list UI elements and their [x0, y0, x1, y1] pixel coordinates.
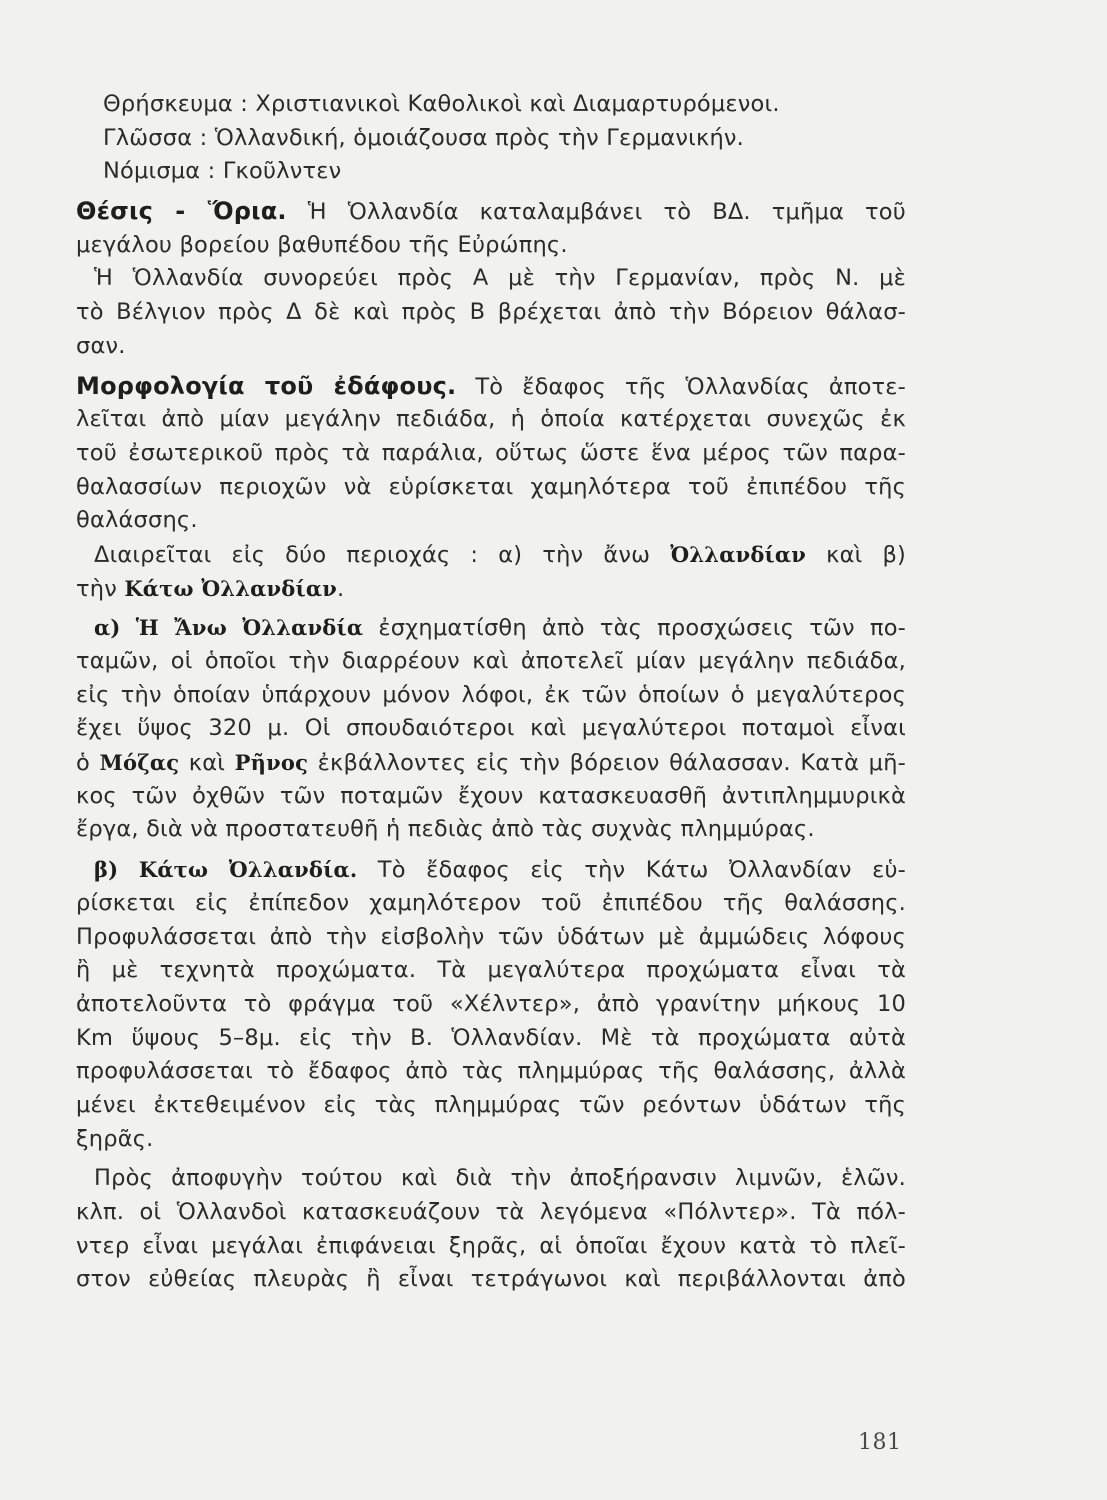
- division-text: .: [336, 575, 345, 602]
- position-line: τὸ Βέλγιον πρὸς Δ δὲ καὶ πρὸς Β βρέχεται ἀπὸ τὴν Βόρειον θάλασ-: [76, 299, 906, 326]
- lower-line: ξηρᾶς.: [76, 1125, 154, 1152]
- morphology-line: θαλάσσης.: [76, 507, 198, 534]
- polders-line: Πρὸς ἀποφυγὴν τούτου καὶ διὰ τὴν ἀποξήρανσιν λιμνῶν, ἑλῶν.: [94, 1165, 906, 1192]
- upper-line: ταμῶν, οἱ ὁποῖοι τὴν διαρρέουν καὶ ἀποτελεῖ μίαν μεγάλην πεδιάδα,: [76, 648, 906, 674]
- division-text: καὶ β): [826, 541, 907, 568]
- position-line: σαν.: [76, 332, 126, 359]
- upper-line: κος τῶν ὀχθῶν τῶν ποταμῶν ἔχουν κατασκευασθῆ ἀντιπλημμυρικὰ: [76, 782, 906, 809]
- upper-holland-term: Ὀλλανδίαν: [670, 541, 807, 567]
- upper-line: ἔργα, διὰ νὰ προστατευθῆ ἡ πεδιὰς ἀπὸ τὰς συχνὰς πλημμύρας.: [76, 816, 815, 843]
- division-line: [76, 538, 906, 572]
- upper-text: καὶ: [188, 750, 226, 777]
- lower-line: μένει ἐκτεθειμένον εἰς τὰς πλημμύρας τῶν ρεόντων ὑδάτων τῆς: [76, 1091, 906, 1118]
- morphology-line: τοῦ ἐσωτερικοῦ πρὸς τὰ παράλια, οὕτως ὥστε ἕνα μέρος τῶν παρα-: [76, 439, 906, 466]
- upper-line: εἰς τὴν ὁποίαν ὑπάρχουν μόνον λόφοι, ἐκ τῶν ὁποίων ὁ μεγαλύτερος: [76, 681, 906, 708]
- position-line: Ἡ Ὁλλανδία καταλαμβάνει τὸ ΒΔ. τμῆμα τοῦ: [307, 199, 906, 226]
- morphology-first-line: [76, 370, 906, 404]
- book-page: [76, 88, 906, 1297]
- upper-first-line: [76, 611, 906, 645]
- morphology-line: Τὸ ἔδαφος τῆς Ὁλλανδίας ἀποτε-: [475, 373, 906, 400]
- lower-line: ἀποτελοῦντα τὸ φράγμα τοῦ «Χέλντερ», ἀπὸ γρανίτην μήκους 10: [76, 990, 906, 1017]
- river-meuse: Μόζας: [99, 750, 180, 776]
- polders-line: ντερ εἶναι μεγάλαι ἐπιφάνειαι ξηρᾶς, αἱ ὁποῖαι ἔχουν κατὰ τὸ πλεῖ-: [76, 1232, 906, 1259]
- fact-religion: Θρήσκευμα : Χριστιανικοὶ Καθολικοὶ καὶ Διαμαρτυρόμενοι.: [103, 91, 780, 117]
- lower-line: Km ὕψους 5–8μ. εἰς τὴν Β. Ὁλλανδίαν. Μὲ τὰ προχώματα αὐτὰ: [76, 1024, 906, 1051]
- lower-heading: β) Κάτω Ὀλλανδία.: [94, 857, 358, 883]
- polders-line: στον εὐθείας πλευρὰς ἢ εἶναι τετράγωνοι καὶ περιβάλλονται ἀπὸ: [76, 1266, 906, 1293]
- morphology-line: θαλασσίων περιοχῶν νὰ εὑρίσκεται χαμηλότερα τοῦ ἐπιπέδου τῆς: [76, 473, 906, 500]
- upper-heading: α) Ἡ Ἄνω Ὀλλανδία: [94, 615, 364, 641]
- lower-holland-term: Κάτω Ὀλλανδίαν: [124, 575, 337, 601]
- division-text: τὴν: [76, 575, 117, 602]
- position-line: Ἡ Ὁλλανδία συνορεύει πρὸς Α μὲ τὴν Γερμανίαν, πρὸς Ν. μὲ: [94, 265, 906, 292]
- upper-text: ὁ: [76, 750, 90, 777]
- river-rhine: Ρῆνος: [234, 750, 309, 776]
- polders-line: κλπ. οἱ Ὁλλανδοὶ κατασκευάζουν τὰ λεγόμενα «Πόλντερ». Τὰ πόλ-: [76, 1199, 906, 1225]
- upper-rivers-line: [76, 746, 906, 780]
- fact-currency: Νόμισμα : Γκοῦλντεν: [103, 158, 342, 185]
- lower-first-line: [76, 853, 906, 887]
- lower-line: ἢ μὲ τεχνητὰ προχώματα. Τὰ μεγαλύτερα προχώματα εἶναι τὰ: [76, 957, 906, 984]
- morphology-line: λεῖται ἀπὸ μίαν μεγάλην πεδιάδα, ἡ ὁποία κατέρχεται συνεχῶς ἐκ: [76, 406, 906, 433]
- upper-line: ἐσχηματίσθη ἀπὸ τὰς προσχώσεις τῶν πο-: [378, 615, 906, 642]
- lower-line: Προφυλάσσεται ἀπὸ τὴν εἰσβολὴν τῶν ὑδάτων μὲ ἀμμώδεις λόφους: [76, 923, 906, 950]
- division-line: [76, 572, 906, 606]
- division-text: Διαιρεῖται εἰς δύο περιοχάς : α) τὴν ἄνω: [94, 541, 651, 568]
- position-line: μεγάλου βορείου βαθυπέδου τῆς Εὐρώπης.: [76, 231, 568, 258]
- upper-text: ἐκβάλλοντες εἰς τὴν βόρειον θάλασσαν. Κατὰ μῆ-: [317, 750, 906, 777]
- fact-language: Γλῶσσα : Ὁλλανδική, ὁμοιάζουσα πρὸς τὴν Γερμανικήν.: [103, 124, 745, 151]
- lower-line: Τὸ ἔδαφος εἰς τὴν Κάτω Ὀλλανδίαν εὑ-: [377, 857, 907, 884]
- lower-line: προφυλάσσεται τὸ ἔδαφος ἀπὸ τὰς πλημμύρας τῆς θαλάσσης, ἀλλὰ: [76, 1058, 906, 1085]
- morphology-heading: Μορφολογία τοῦ ἐδάφους.: [76, 371, 457, 400]
- lower-line: ρίσκεται εἰς ἐπίπεδον χαμηλότερον τοῦ ἐπιπέδου τῆς θαλάσσης.: [76, 889, 906, 916]
- page-number: 181: [858, 1430, 902, 1455]
- upper-line: ἔχει ὕψος 320 μ. Οἱ σπουδαιότεροι καὶ μεγαλύτεροι ποταμοὶ εἶναι: [76, 715, 906, 742]
- position-first-line: [76, 195, 906, 229]
- position-heading: Θέσις - Ὅρια.: [76, 197, 287, 226]
